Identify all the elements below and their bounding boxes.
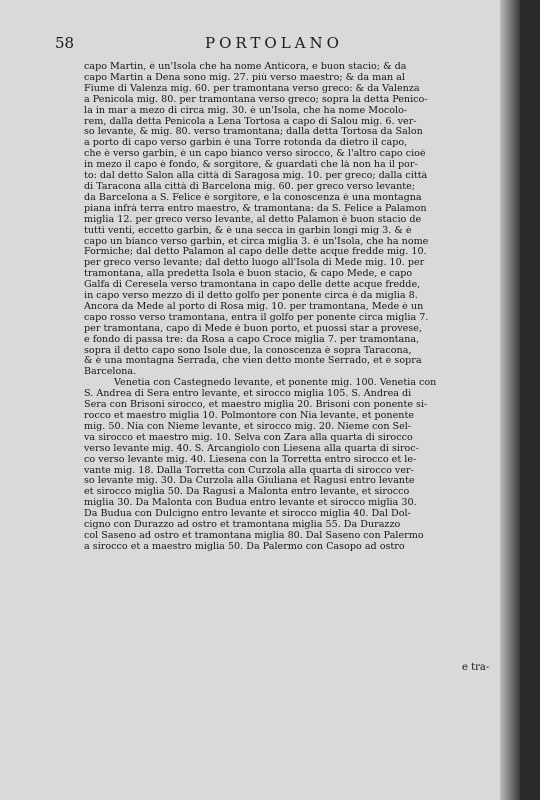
text-line: Ancora da Mede al porto di Rosa mig. 10. per tramontana, Mede è un bbox=[84, 301, 424, 312]
text-line: cigno con Durazzo ad ostro et tramontana miglia 55. Da Durazzo bbox=[84, 520, 401, 531]
text-line: rocco et maestro miglia 10. Polmontore con Nia levante, et ponente bbox=[84, 411, 415, 421]
text-line: piana infrà terra entro maestro, & tramontana: da S. Felice a Palamon bbox=[84, 203, 427, 214]
text-line: col Saseno ad ostro et tramontana miglia 80. Dal Saseno con Palermo bbox=[84, 530, 424, 541]
text-line: capo Martin a Dena sono mig. 27. più verso maestro; & da man al bbox=[84, 72, 405, 83]
text-line: so levante mig. 30. Da Curzola alla Giuliana et Ragusi entro levante bbox=[84, 476, 415, 487]
text-line: che è verso garbin, è un capo bianco verso sirocco, & l'altro capo cioè bbox=[84, 149, 426, 160]
text-line: Venetia con Castegnedo levante, et ponente mig. 100. Venetia con bbox=[114, 378, 437, 389]
text-line: e fondo di passa tre: da Rosa a capo Croce miglia 7. per tramontana, bbox=[84, 334, 420, 345]
catchword: e tra- bbox=[462, 662, 490, 673]
text-line: sopra il detto capo sono Isole due, la conoscenza è sopra Taracona, bbox=[84, 345, 412, 356]
text-line: a sirocco et a maestro miglia 50. Da Palermo con Casopo ad ostro bbox=[84, 541, 405, 552]
text-line: S. Andrea di Sera entro levante, et sirocco miglia 105. S. Andrea di bbox=[84, 389, 412, 400]
text-line: tramontana, alla predetta Isola è buon stacio, & capo Mede, e capo bbox=[84, 269, 413, 280]
text-line: Barcelona. bbox=[84, 367, 137, 378]
page-number: 58 bbox=[55, 34, 75, 52]
text-line: Formiche; dal detto Palamon al capo delle dette acque fredde mig. 10. bbox=[84, 247, 427, 258]
page-edge-shadow bbox=[500, 0, 520, 800]
text-line: tutti venti, eccetto garbin, & è una secca in garbin longi mig 3. & è bbox=[84, 225, 412, 236]
text-line: in capo verso mezzo di il detto golfo per ponente circa è da miglia 8. bbox=[84, 291, 418, 302]
text-line: so levante, & mig. 80. verso tramontana; dalla detta Tortosa da Salon bbox=[84, 127, 423, 138]
text-line: in mezo il capo è fondo, & sorgitore, & guardati che là non ha il por- bbox=[84, 160, 418, 171]
text-line: Da Budua con Dulcigno entro levante et sirocco miglia 40. Dal Dol- bbox=[84, 509, 411, 520]
text-line: da Barcelona a S. Felice è sorgitore, e la conoscenza è una montagna bbox=[84, 192, 422, 203]
text-line: a Penicola mig. 80. per tramontana verso greco; sopra la detta Penico- bbox=[84, 94, 428, 105]
text-line: Fiume di Valenza mig. 60. per tramontana verso greco: & da Valenza bbox=[84, 83, 420, 94]
text-line: la in mar a mezo di circa mig. 30. è un'Isola, che ha nome Mocolo- bbox=[84, 105, 408, 116]
text-line: mig. 50. Nia con Nieme levante, et sirocco mig. 20. Nieme con Sel- bbox=[84, 421, 412, 432]
text-line: co verso levante mig. 40. Liesena con la Torretta entro sirocco et le- bbox=[84, 454, 417, 465]
text-line: Sera con Brisoni sirocco, et maestro miglia 20. Brisoni con ponente si- bbox=[84, 400, 428, 411]
text-line: miglia 30. Da Malonta con Budua entro levante et sirocco miglia 30. bbox=[84, 498, 417, 509]
text-line: capo Martin, è un'Isola che ha nome Anticora, e buon stacio; & da bbox=[84, 62, 407, 72]
text-line: per greco verso levante; dal detto luogo all'Isola di Mede mig. 10. per bbox=[84, 258, 425, 269]
text-line: vante mig. 18. Dalla Torretta con Curzola alla quarta di sirocco ver- bbox=[84, 465, 414, 476]
text-line: va sirocco et maestro mig. 10. Selva con Zara alla quarta di sirocco bbox=[84, 432, 413, 443]
text-line: capo un bianco verso garbin, et circa miglia 3. è un'Isola, che ha nome bbox=[84, 236, 429, 247]
running-head: PORTOLANO bbox=[205, 34, 343, 52]
text-line: Galfa di Ceresela verso tramontana in capo delle dette acque fredde, bbox=[84, 280, 421, 291]
text-line: per tramontana, capo di Mede è buon porto, et puossi star a provese, bbox=[84, 323, 423, 334]
text-line: to: dal detto Salon alla città di Saragosa mig. 10. per greco; dalla città bbox=[84, 171, 428, 182]
page-header bbox=[0, 28, 520, 54]
text-line: verso levante mig. 40. S. Arcangiolo con Liesena alla quarta di siroc- bbox=[84, 443, 419, 454]
text-line: di Taracona alla città di Barcelona mig. 60. per greco verso levante; bbox=[84, 181, 416, 192]
text-line: a porto di capo verso garbin è una Torre rotonda da dietro il capo, bbox=[84, 138, 408, 149]
text-line: et sirocco miglia 50. Da Ragusi a Malonta entro levante, et sirocco bbox=[84, 487, 410, 498]
text-line: & è una montagna Serrada, che vien detto monte Serrado, et è sopra bbox=[84, 356, 422, 367]
text-line: miglia 12. per greco verso levante, al detto Palamon è buon stacio de bbox=[84, 214, 422, 225]
body-text bbox=[84, 62, 520, 553]
text-line: rem, dalla detta Penicola a Lena Tortosa a capo di Salou mig. 6. ver- bbox=[84, 116, 417, 127]
text-line: capo rosso verso tramontana, entra il golfo per ponente circa miglia 7. bbox=[84, 312, 429, 323]
